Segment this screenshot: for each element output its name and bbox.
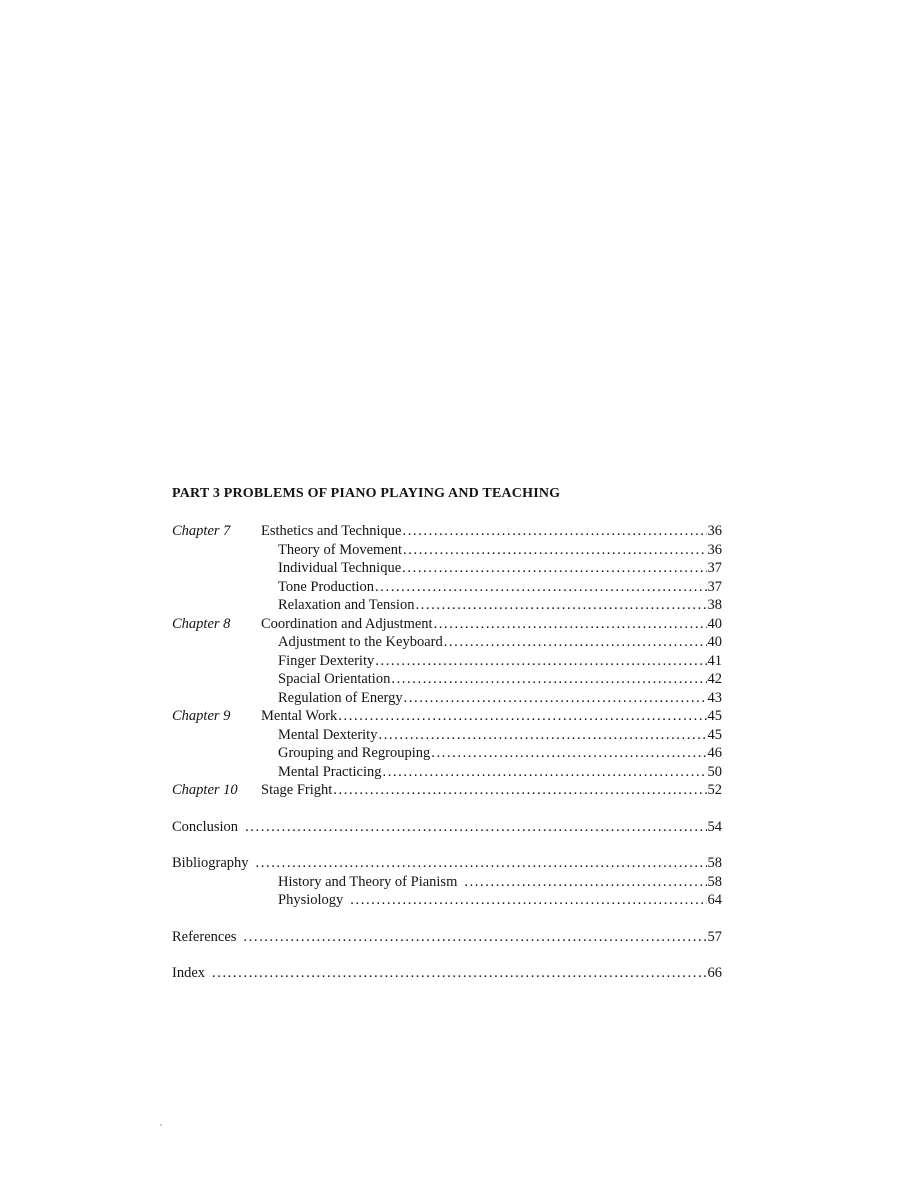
conclusion-title: Conclusion — [172, 818, 239, 835]
toc-chapter-row — [172, 707, 722, 726]
toc-chapter-row — [172, 615, 722, 634]
dot-leader — [433, 615, 707, 634]
section-title: Mental Dexterity — [278, 726, 378, 743]
dot-leader — [402, 541, 706, 560]
dot-leader — [401, 522, 706, 541]
section-title: Theory of Movement — [278, 541, 403, 558]
page-number: 43 — [707, 689, 722, 706]
chapter-label: Chapter 8 — [172, 615, 231, 632]
page-number: 36 — [707, 523, 722, 539]
dot-leader — [242, 928, 706, 947]
chapter-title: Esthetics and Technique — [261, 523, 402, 539]
page-number: 40 — [707, 634, 722, 650]
dot-leader — [414, 596, 706, 615]
chapter-title: Mental Work — [261, 708, 338, 724]
page-number: 66 — [707, 965, 722, 981]
chapter-label: Chapter 9 — [172, 708, 231, 724]
dot-leader — [377, 726, 706, 745]
page-number: 50 — [707, 763, 722, 780]
page-number: 45 — [707, 708, 722, 724]
toc-section-row — [172, 652, 722, 671]
chapter-label: Chapter 7 — [172, 523, 231, 539]
toc-conclusion-row — [172, 818, 722, 837]
toc-section-row — [172, 596, 722, 615]
toc-chapter-row — [172, 522, 722, 541]
references-title: References — [172, 928, 237, 945]
toc-section-row — [172, 763, 722, 782]
section-title: Individual Technique — [278, 560, 402, 576]
dot-leader — [374, 578, 706, 597]
page-number: 41 — [707, 652, 722, 669]
toc-section-row — [172, 559, 722, 578]
dot-leader — [337, 707, 706, 726]
toc-section-row — [172, 689, 722, 708]
section-title: History and Theory of Pianism — [278, 873, 458, 890]
section-title: Finger Dexterity — [278, 652, 375, 669]
page-number: 40 — [707, 615, 722, 632]
page-number: 58 — [707, 855, 722, 871]
toc-section-row — [172, 541, 722, 560]
section-title: Regulation of Energy — [278, 689, 403, 706]
toc-references-row — [172, 928, 722, 947]
part-heading: PART 3 PROBLEMS OF PIANO PLAYING AND TEACHING — [172, 486, 561, 501]
chapter-title: Coordination and Adjustment — [261, 615, 433, 632]
section-title: Physiology — [278, 892, 344, 908]
dot-leader — [255, 854, 707, 873]
page-number: 36 — [707, 541, 722, 558]
scan-speck — [160, 1124, 162, 1126]
toc-section-row — [172, 633, 722, 652]
page-number: 45 — [707, 726, 722, 743]
dot-leader — [401, 559, 706, 578]
dot-leader — [332, 781, 706, 800]
page-number: 38 — [707, 597, 722, 613]
section-title: Mental Practicing — [278, 763, 382, 780]
toc-section-row — [172, 744, 722, 763]
page-number: 46 — [707, 745, 722, 761]
toc-section-row — [172, 578, 722, 597]
toc-bibliography-row — [172, 854, 722, 873]
dot-leader — [381, 763, 706, 782]
dot-leader — [430, 744, 706, 763]
page-number: 64 — [707, 892, 722, 908]
toc-bibliography-section-row — [172, 873, 722, 892]
toc-section-row — [172, 670, 722, 689]
toc-index-row — [172, 964, 722, 983]
dot-leader — [349, 891, 706, 910]
chapter-label: Chapter 10 — [172, 782, 238, 798]
page-number: 37 — [707, 560, 722, 576]
dot-leader — [211, 964, 706, 983]
section-title: Spacial Orientation — [278, 671, 391, 687]
chapter-title: Stage Fright — [261, 782, 333, 798]
bibliography-title: Bibliography — [172, 855, 249, 871]
dot-leader — [390, 670, 706, 689]
page-number: 42 — [707, 671, 722, 687]
section-title: Tone Production — [278, 578, 375, 595]
page-number: 37 — [707, 578, 722, 595]
page-number: 58 — [707, 873, 722, 890]
toc-section-row — [172, 726, 722, 745]
section-title: Relaxation and Tension — [278, 597, 415, 613]
section-title: Adjustment to the Keyboard — [278, 634, 443, 650]
index-title: Index — [172, 965, 206, 981]
dot-leader — [443, 633, 707, 652]
dot-leader — [463, 873, 706, 892]
page-number: 54 — [707, 818, 722, 835]
section-title: Grouping and Regrouping — [278, 745, 431, 761]
dot-leader — [403, 689, 707, 708]
page-number: 52 — [707, 782, 722, 798]
table-of-contents — [172, 522, 722, 983]
toc-chapter-row — [172, 781, 722, 800]
page-number: 57 — [707, 928, 722, 945]
dot-leader — [244, 818, 706, 837]
dot-leader — [374, 652, 706, 671]
toc-bibliography-section-row — [172, 891, 722, 910]
